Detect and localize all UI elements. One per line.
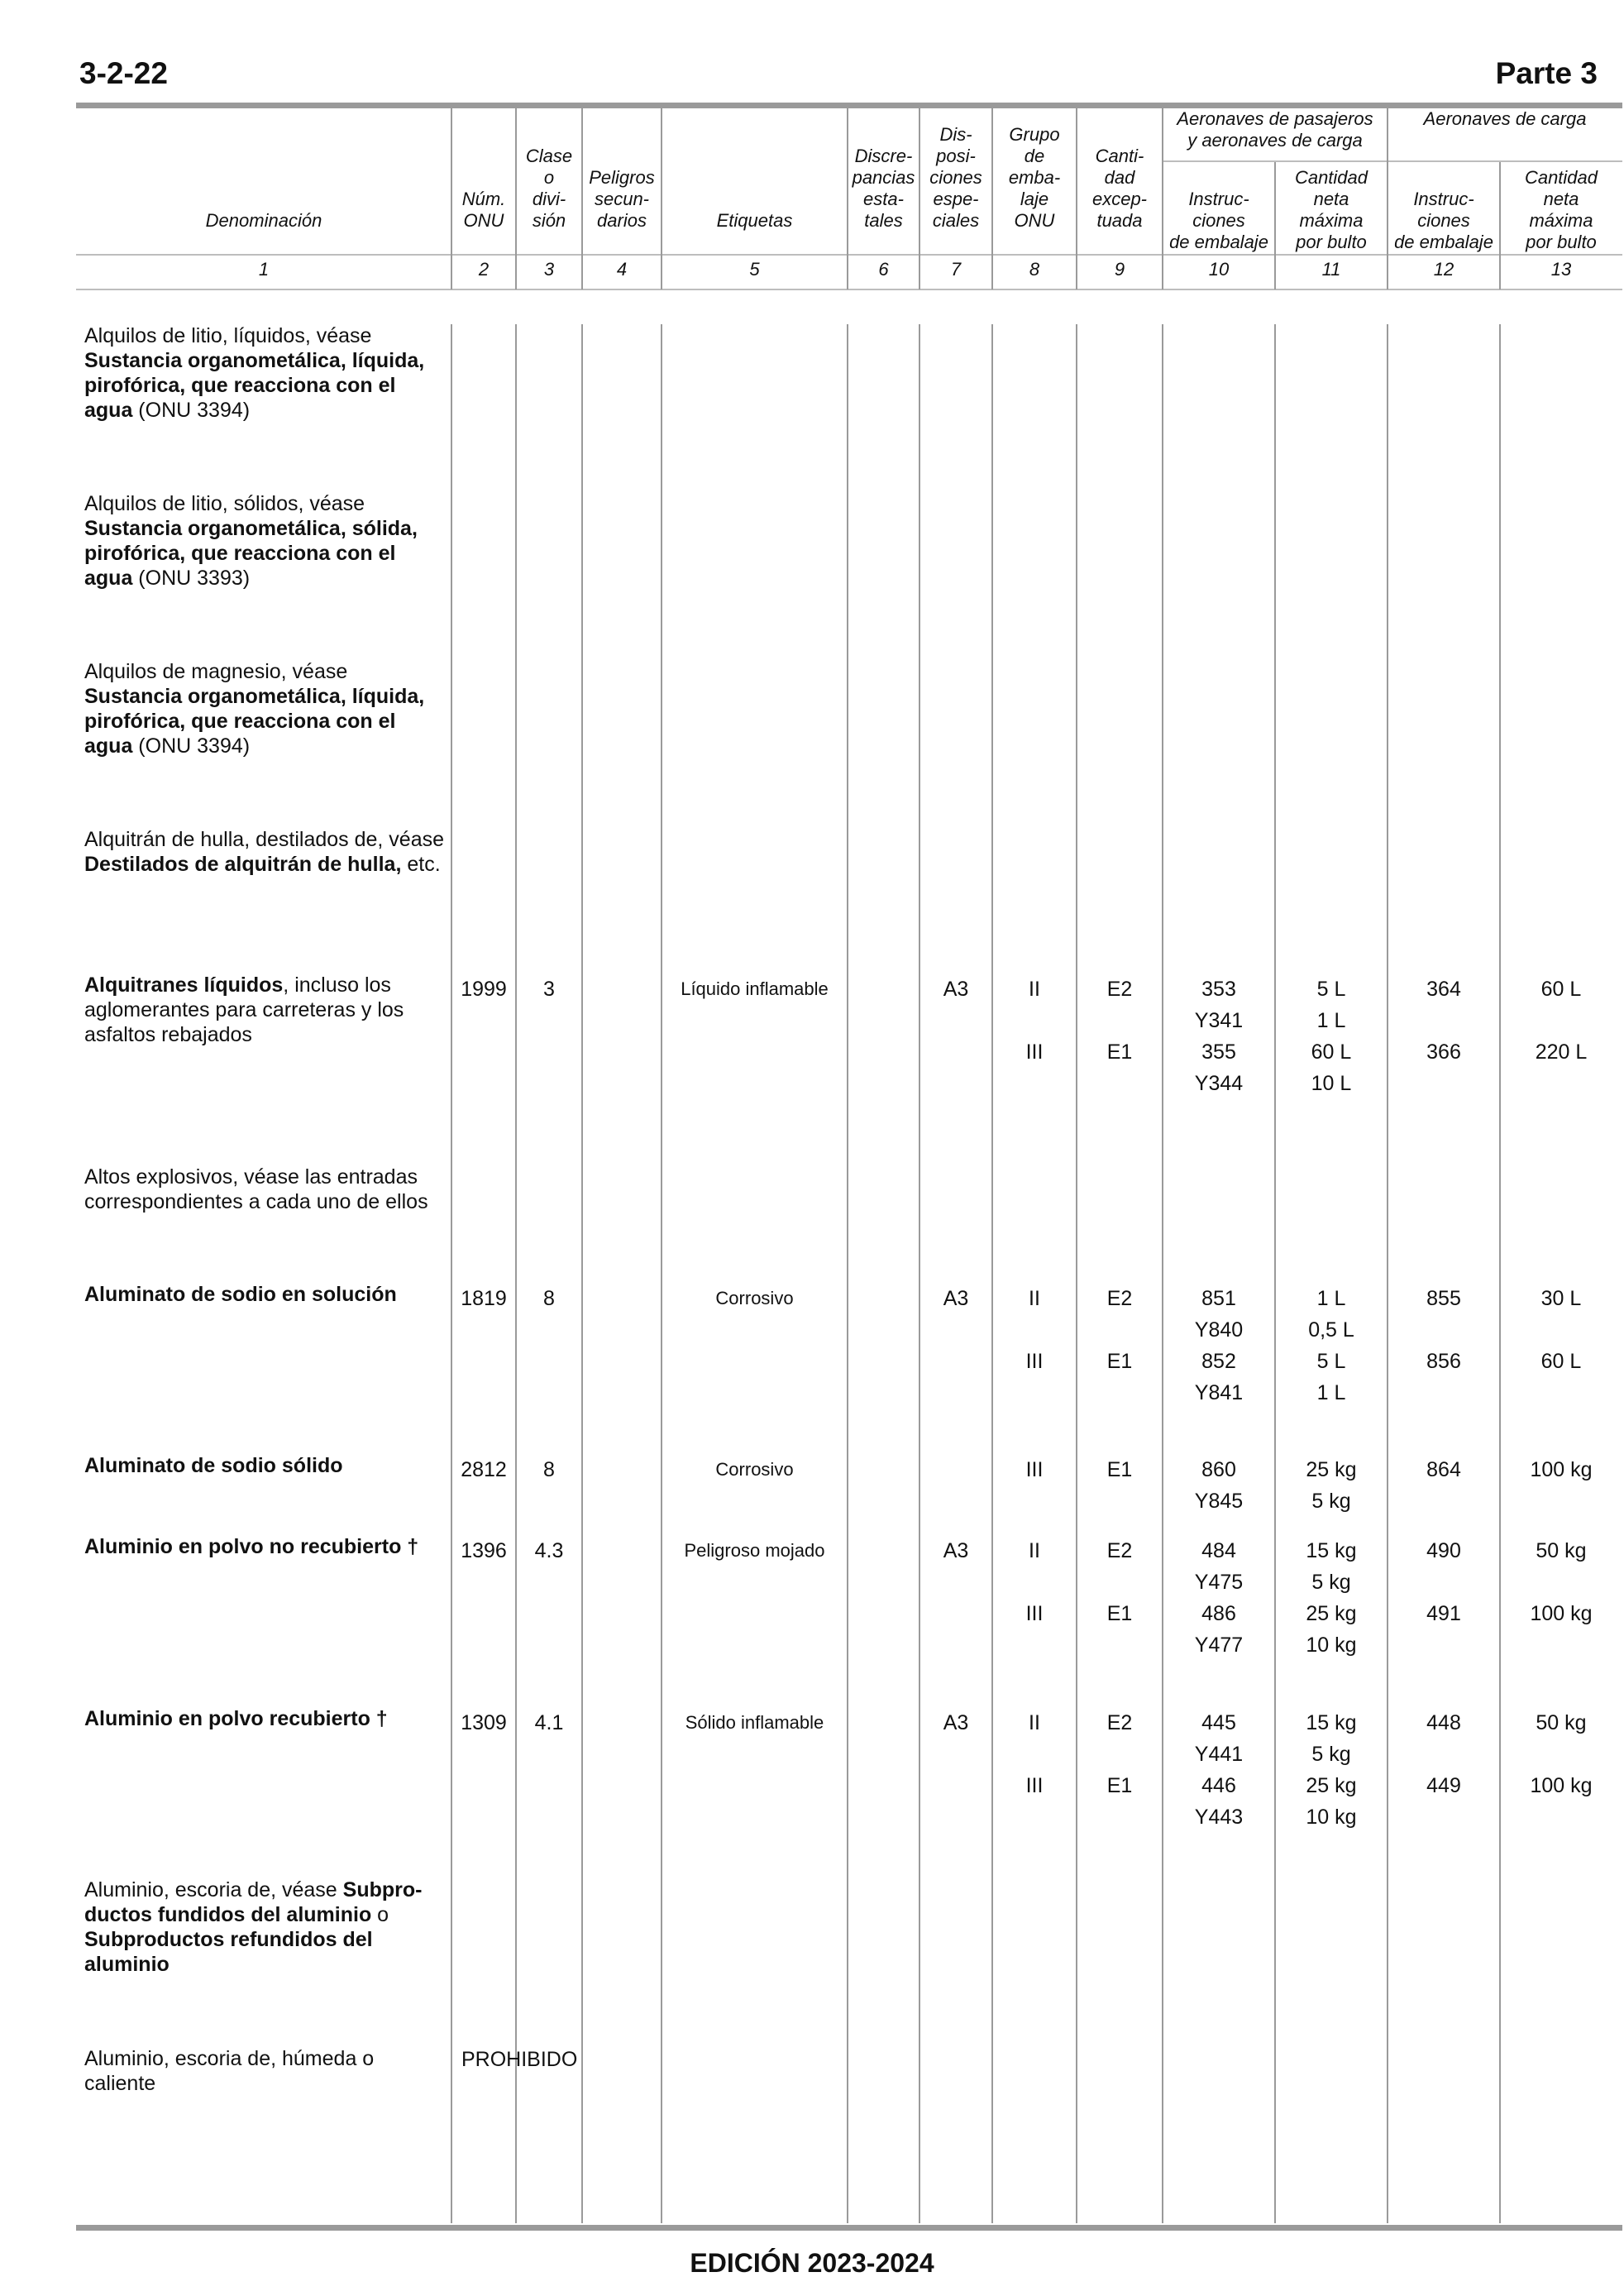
entry-cantidad-exceptuada: E1 <box>1106 1602 1133 1625</box>
entry-instrucciones-carga: 864 <box>1426 1458 1461 1481</box>
column-divider <box>1499 324 1501 2223</box>
entry-instrucciones-carga: 448 <box>1426 1711 1461 1734</box>
column-divider <box>847 105 848 289</box>
header-discrepancias: Discre- pancias esta- tales <box>852 146 915 231</box>
entry-grupo: II <box>1029 978 1040 1001</box>
column-number: 1 <box>258 259 270 280</box>
entry-instrucciones-pasajeros: 446 <box>1201 1774 1236 1797</box>
entry-cantidad-exceptuada: E1 <box>1106 1350 1133 1373</box>
entry-instrucciones-pasajeros: Y441 <box>1194 1743 1244 1766</box>
header-clase: Clase o divi- sión <box>525 146 573 231</box>
entry-etiqueta: Corrosivo <box>715 1288 794 1308</box>
entry-instrucciones-carga: 856 <box>1426 1350 1461 1373</box>
entry-denominacion: Alquitrán de hulla, destilados de, véase Destilados de alquitrán de hulla, etc. <box>84 828 445 876</box>
header-etiquetas: Etiquetas <box>716 210 793 231</box>
entry-cantidad-pasajeros: 10 kg <box>1306 1634 1357 1657</box>
entry-instrucciones-pasajeros: 860 <box>1201 1458 1236 1481</box>
column-divider <box>1387 105 1388 289</box>
column-divider <box>847 324 848 2223</box>
header-grupo: Grupo de emba- laje ONU <box>1008 124 1061 231</box>
entry-cantidad-exceptuada: E2 <box>1106 978 1133 1001</box>
column-number: 11 <box>1321 259 1341 280</box>
entry-cantidad-carga: 100 kg <box>1530 1458 1593 1481</box>
entry-instrucciones-pasajeros: 353 <box>1201 978 1236 1001</box>
entry-denominacion: Aluminato de sodio sólido <box>84 1454 343 1477</box>
entry-grupo: III <box>1025 1458 1044 1481</box>
entry-cantidad-pasajeros: 25 kg <box>1306 1774 1357 1797</box>
entry-clase: 8 <box>543 1287 555 1310</box>
header-peligros: Peligros secun- darios <box>589 167 655 231</box>
column-divider <box>581 324 583 2223</box>
entry-instrucciones-pasajeros: 484 <box>1201 1539 1236 1562</box>
entry-disposiciones: A3 <box>943 1287 969 1310</box>
entry-cantidad-pasajeros: 5 kg <box>1311 1571 1351 1594</box>
entry-instrucciones-pasajeros: Y840 <box>1194 1318 1244 1342</box>
entry-cantidad-pasajeros: 5 L <box>1316 1350 1346 1373</box>
entry-cantidad-pasajeros: 15 kg <box>1306 1711 1357 1734</box>
entry-clase: 8 <box>543 1458 555 1481</box>
entry-cantidad-pasajeros: 15 kg <box>1306 1539 1357 1562</box>
entry-cantidad-pasajeros: 25 kg <box>1306 1458 1357 1481</box>
entry-grupo: III <box>1025 1774 1044 1797</box>
entry-cantidad-exceptuada: E2 <box>1106 1539 1133 1562</box>
column-divider <box>451 324 452 2223</box>
entry-cantidad-carga: 50 kg <box>1536 1711 1587 1734</box>
header-denominacion: Denominación <box>205 210 322 231</box>
entry-cantidad-pasajeros: 60 L <box>1311 1040 1352 1064</box>
column-number: 12 <box>1433 259 1454 280</box>
entry-grupo: II <box>1029 1711 1040 1734</box>
column-divider <box>1162 324 1163 2223</box>
edition-footer: EDICIÓN 2023-2024 <box>690 2248 934 2278</box>
header-num-onu: Núm. ONU <box>461 189 506 231</box>
entry-instrucciones-pasajeros: 445 <box>1201 1711 1236 1734</box>
entry-clase: 3 <box>543 978 555 1001</box>
part-title: Parte 3 <box>1495 56 1598 90</box>
header-group-carga: Aeronaves de carga <box>1423 108 1587 129</box>
entry-instrucciones-carga: 366 <box>1426 1040 1461 1064</box>
entry-instrucciones-carga: 364 <box>1426 978 1461 1001</box>
entry-cantidad-carga: 30 L <box>1540 1287 1582 1310</box>
entry-instrucciones-pasajeros: Y477 <box>1194 1634 1244 1657</box>
entry-cantidad-carga: 60 L <box>1540 978 1582 1001</box>
entry-instrucciones-pasajeros: Y341 <box>1194 1009 1244 1032</box>
entry-cantidad-pasajeros: 1 L <box>1316 1381 1346 1404</box>
column-number: 8 <box>1029 259 1040 280</box>
column-number: 4 <box>616 259 628 280</box>
entry-instrucciones-carga: 491 <box>1426 1602 1461 1625</box>
entry-cantidad-pasajeros: 5 L <box>1316 978 1346 1001</box>
header-cantidad-carga: Cantidad neta máxima por bulto <box>1524 167 1598 252</box>
entry-grupo: II <box>1029 1539 1040 1562</box>
column-divider <box>451 105 452 289</box>
entry-denominacion: Aluminio en polvo no recubierto † <box>84 1535 419 1558</box>
entry-grupo: II <box>1029 1287 1040 1310</box>
top-rule <box>76 103 1622 108</box>
entry-instrucciones-carga: 855 <box>1426 1287 1461 1310</box>
entry-cantidad-exceptuada: E2 <box>1106 1287 1133 1310</box>
entry-denominacion: Alquilos de litio, líquidos, véase Sustancia organometálica, líquida, pirofórica, que reacciona con el agua (ONU 3394) <box>84 324 425 422</box>
header-cantidad-pasajeros: Cantidad neta máxima por bulto <box>1294 167 1368 252</box>
entry-denominacion: Altos explosivos, véase las entradas correspondientes a cada uno de ellos <box>84 1165 428 1213</box>
column-divider <box>661 324 662 2223</box>
entry-instrucciones-pasajeros: 852 <box>1201 1350 1236 1373</box>
entry-cantidad-pasajeros: 10 L <box>1311 1072 1352 1095</box>
column-number: 3 <box>543 259 555 280</box>
entry-instrucciones-pasajeros: Y443 <box>1194 1806 1244 1829</box>
entry-cantidad-pasajeros: 5 kg <box>1311 1743 1351 1766</box>
column-number: 13 <box>1550 259 1572 280</box>
section-number: 3-2-22 <box>79 56 168 90</box>
entry-num-onu: 1396 <box>461 1539 507 1562</box>
entry-instrucciones-carga: 449 <box>1426 1774 1461 1797</box>
header-disposiciones: Dis- posi- ciones espe- ciales <box>929 124 982 231</box>
entry-denominacion: Alquitranes líquidos, incluso los aglomerantes para carreteras y los asfaltos rebajados <box>84 973 404 1046</box>
entry-clase: 4.1 <box>534 1711 564 1734</box>
entry-denominacion: Alquilos de magnesio, véase Sustancia organometálica, líquida, pirofórica, que reacciona con el agua (ONU 3394) <box>84 660 425 758</box>
column-divider <box>919 324 920 2223</box>
column-divider <box>1274 324 1276 2223</box>
entry-cantidad-pasajeros: 25 kg <box>1306 1602 1357 1625</box>
header-group-pasajeros: Aeronaves de pasajeros y aeronaves de carga <box>1177 108 1373 151</box>
entry-num-onu: 1819 <box>461 1287 507 1310</box>
entry-disposiciones: A3 <box>943 978 969 1001</box>
column-divider <box>1499 162 1501 289</box>
column-divider <box>581 105 583 289</box>
column-number: 10 <box>1208 259 1230 280</box>
column-divider <box>1076 324 1077 2223</box>
entry-cantidad-exceptuada: E2 <box>1106 1711 1133 1734</box>
header-divider <box>76 254 1622 256</box>
header-instrucciones-carga: Instruc- ciones de embalaje <box>1394 189 1493 252</box>
entry-num-onu: 2812 <box>461 1458 507 1481</box>
entry-grupo: III <box>1025 1350 1044 1373</box>
entry-etiqueta: Sólido inflamable <box>685 1712 824 1733</box>
entry-disposiciones: A3 <box>943 1711 969 1734</box>
entry-cantidad-exceptuada: E1 <box>1106 1040 1133 1064</box>
header-instrucciones-pasajeros: Instruc- ciones de embalaje <box>1169 189 1268 252</box>
entry-cantidad-pasajeros: 5 kg <box>1311 1490 1351 1513</box>
entry-cantidad-carga: 100 kg <box>1530 1774 1593 1797</box>
column-divider <box>919 105 920 289</box>
entry-grupo: III <box>1025 1040 1044 1064</box>
column-number: 2 <box>478 259 490 280</box>
entry-cantidad-carga: 60 L <box>1540 1350 1582 1373</box>
entry-cantidad-exceptuada: E1 <box>1106 1774 1133 1797</box>
entry-etiqueta: Líquido inflamable <box>681 978 829 999</box>
entry-denominacion: Aluminio, escoria de, véase Subpro-ductos fundidos del aluminio o Subproductos refundidos del aluminio <box>84 1878 423 1976</box>
entry-instrucciones-pasajeros: Y841 <box>1194 1381 1244 1404</box>
entry-cantidad-exceptuada: E1 <box>1106 1458 1133 1481</box>
column-number-divider <box>76 289 1622 290</box>
column-divider <box>1387 324 1388 2223</box>
column-divider <box>661 105 662 289</box>
entry-etiqueta: Corrosivo <box>715 1459 794 1480</box>
entry-num-onu: 1999 <box>461 978 507 1001</box>
entry-cantidad-pasajeros: 10 kg <box>1306 1806 1357 1829</box>
entry-cantidad-carga: 50 kg <box>1536 1539 1587 1562</box>
entry-instrucciones-pasajeros: Y845 <box>1194 1490 1244 1513</box>
entry-instrucciones-pasajeros: 355 <box>1201 1040 1236 1064</box>
column-divider <box>991 105 993 289</box>
prohibido-note: PROHIBIDO <box>461 2048 578 2071</box>
column-divider <box>1274 162 1276 289</box>
entry-disposiciones: A3 <box>943 1539 969 1562</box>
entry-grupo: III <box>1025 1602 1044 1625</box>
entry-clase: 4.3 <box>534 1539 564 1562</box>
entry-num-onu: 1309 <box>461 1711 507 1734</box>
entry-instrucciones-carga: 490 <box>1426 1539 1461 1562</box>
entry-cantidad-pasajeros: 1 L <box>1316 1287 1346 1310</box>
entry-instrucciones-pasajeros: 486 <box>1201 1602 1236 1625</box>
entry-denominacion: Aluminio en polvo recubierto † <box>84 1707 388 1730</box>
header-group-divider <box>1163 160 1622 162</box>
entry-instrucciones-pasajeros: 851 <box>1201 1287 1236 1310</box>
entry-denominacion: Alquilos de litio, sólidos, véase Sustancia organometálica, sólida, pirofórica, que reacciona con el agua (ONU 3393) <box>84 492 418 590</box>
entry-instrucciones-pasajeros: Y475 <box>1194 1571 1244 1594</box>
entry-etiqueta: Peligroso mojado <box>684 1540 825 1561</box>
entry-cantidad-pasajeros: 0,5 L <box>1308 1318 1354 1342</box>
column-number: 6 <box>878 259 889 280</box>
bottom-rule <box>76 2225 1622 2231</box>
entry-cantidad-carga: 100 kg <box>1530 1602 1593 1625</box>
column-divider <box>515 105 517 289</box>
entry-cantidad-pasajeros: 1 L <box>1316 1009 1346 1032</box>
column-number: 7 <box>950 259 962 280</box>
column-divider <box>515 324 517 2223</box>
column-divider <box>991 324 993 2223</box>
column-number: 9 <box>1114 259 1125 280</box>
entry-denominacion: Aluminato de sodio en solución <box>84 1283 397 1306</box>
entry-cantidad-carga: 220 L <box>1535 1040 1588 1064</box>
entry-instrucciones-pasajeros: Y344 <box>1194 1072 1244 1095</box>
header-cantidad-exceptuada: Canti- dad excep- tuada <box>1091 146 1148 231</box>
column-divider <box>1162 105 1163 289</box>
entry-denominacion: Aluminio, escoria de, húmeda o caliente <box>84 2047 375 2095</box>
column-number: 5 <box>749 259 760 280</box>
column-divider <box>1076 105 1077 289</box>
